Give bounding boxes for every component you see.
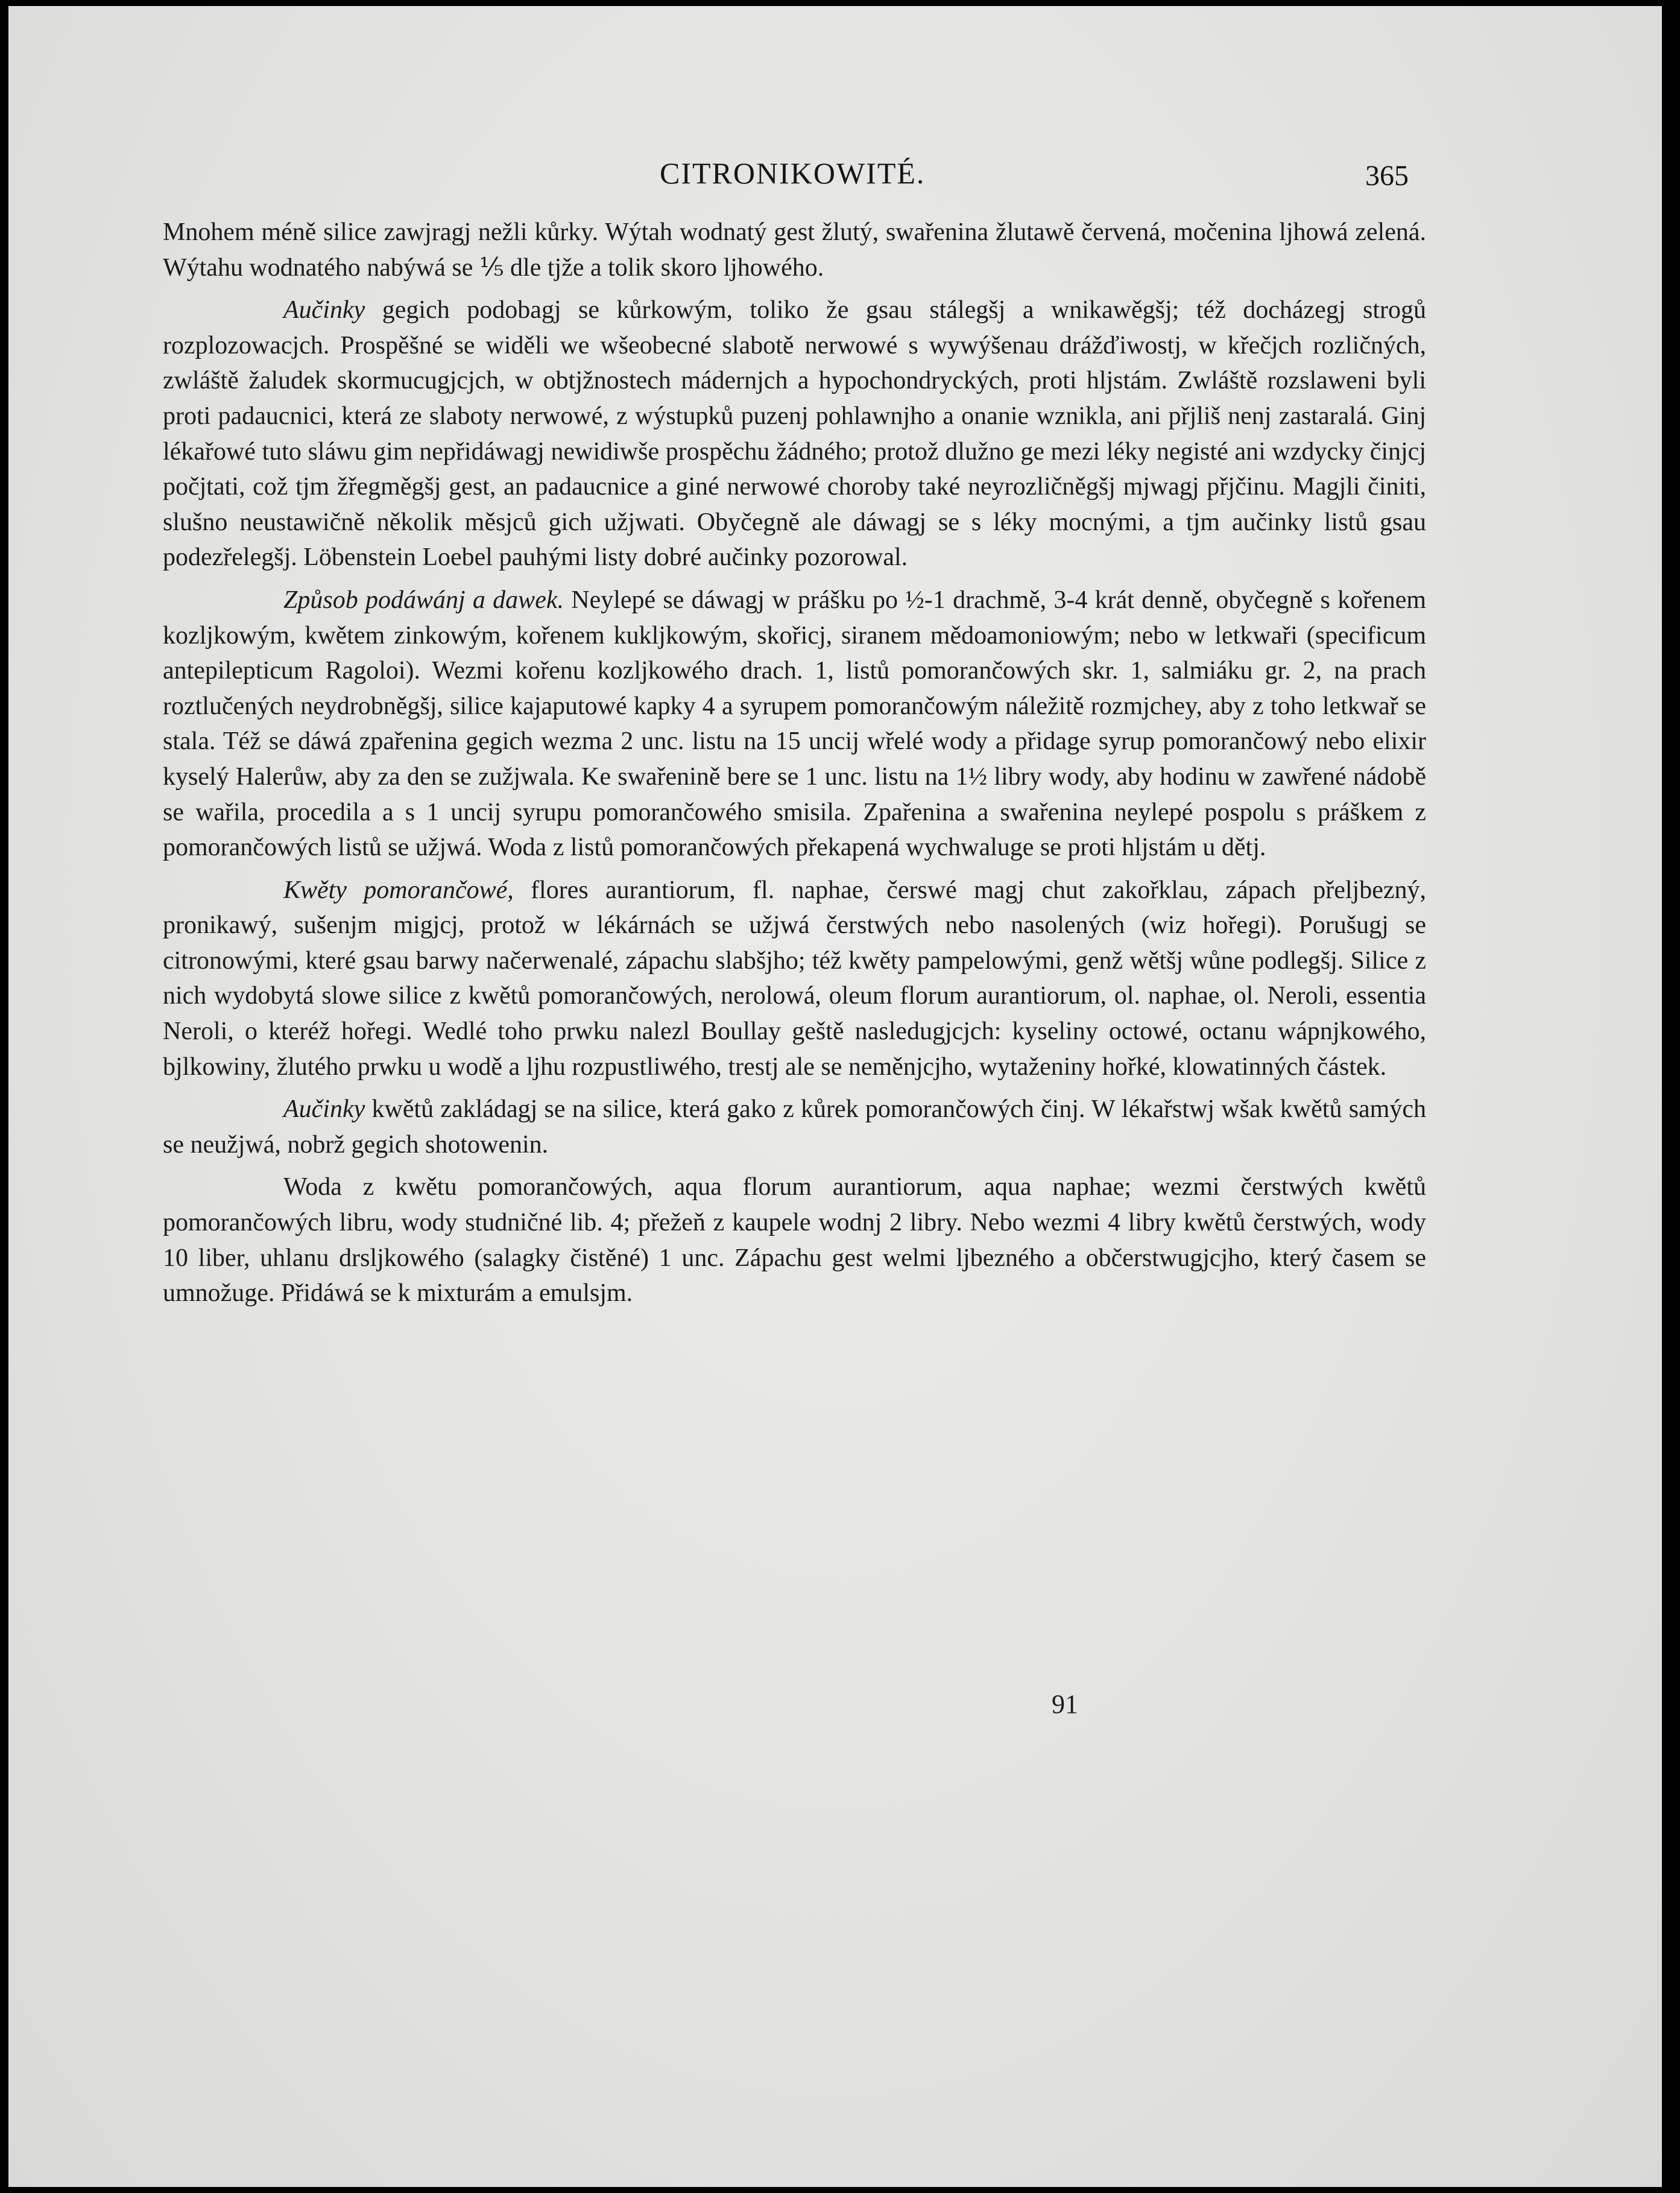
paragraph-3-lead: Způsob podáwánj a dawek. bbox=[283, 586, 564, 614]
paragraph-6 bbox=[163, 1169, 1426, 1311]
paragraph-4-text: flores aurantiorum, fl. naphae, čerswé magj chut zakořklau, zápach přeljbezný, pronikawý, sušenjm migjcj, protož w lékárnách se užjwá čerstwých nebo nasolených (wiz hořegi). Porušugj se citronowými, které gsau barwy načerwenalé, zápachu slabšjho; též kwěty pampelowými, genž wětšj wůne podlegšj. Silice z nich wydobytá slowe silice z kwětů pomorančowých, nerolowá, oleum florum aurantiorum, ol. naphae, ol. Neroli, essentia Neroli, o kteréž hořegi. Wedlé toho prwku nalezl Boullay geště nasledugjcjch: kyseliny octowé, octanu wápnjkowého, bjlkowiny, žlutého prwku u wodě a ljhu rozpustliwého, trestj ale se neměnjcjho, wytaženiny hořké, klowatinných částek. bbox=[163, 876, 1427, 1081]
text-body bbox=[163, 215, 1426, 1311]
running-title: CITRONIKOWITÉ. bbox=[660, 156, 926, 190]
paragraph-4 bbox=[163, 873, 1426, 1085]
signature-mark: 91 bbox=[1052, 1689, 1078, 1719]
paragraph-5-lead: Aučinky bbox=[283, 1095, 365, 1124]
paragraph-3-text: Neylepé se dáwagj w prášku po ½-1 drachmě, 3-4 krát denně, obyčegně s kořenem kozljkowým, kwětem zinkowým, kořenem kukljkowým, skořicj, siranem mědoamoniowým; nebo w letkwaři (specificum antepilepticum Ragoloi). Wezmi kořenu kozljkowého drach. 1, listů pomorančowých skr. 1, salmiáku gr. 2, na prach roztlučených neydrobněgšj, silice kajaputowé kapky 4 a syrupem pomorančowým náležitě rozmjchey, aby z toho letkwař se stala. Též se dáwá zpařenina gegich wezma 2 unc. listu na 15 uncij wřelé wody a přidage syrup pomorančowý nebo elixir kyselý Halerůw, aby za den se zužjwala. Ke swařenině bere se 1 unc. listu na 1½ libry wody, aby hodinu w zawřené nádobě se wařila, procedila a s 1 uncij syrupu pomorančowého smisila. Zpařenina a swařenina neylepé pospolu s práškem z pomorančowých listů se užjwá. Woda z listů pomorančowých překapená wychwaluge se proti hljstám u dětj. bbox=[163, 586, 1427, 862]
paragraph-5 bbox=[163, 1092, 1426, 1162]
page-header bbox=[8, 150, 1662, 204]
paragraph-5-text: kwětů zakládagj se na silice, která gako z kůrek pomorančowých činj. W lékařstwj wšak kwětů samých se neužjwá, nobrž gegich shotowenin. bbox=[163, 1095, 1426, 1159]
paragraph-2 bbox=[163, 293, 1426, 575]
page-number: 365 bbox=[1365, 160, 1409, 192]
paragraph-1-text: Mnohem méně silice zawjragj nežli kůrky. Wýtah wodnatý gest žlutý, swařenina žlutawě červená, močenina ljhowá zelená. Wýtahu wodnatého nabýwá se ⅕ dle tjže a tolik skoro ljhowého. bbox=[163, 218, 1426, 282]
paragraph-2-text: gegich podobagj se kůrkowým, toliko že gsau stálegšj a wnikawěgšj; též docházegj strogů rozplozowacjch. Prospěšné se widěli we wšeobecné slabotě nerwowé s wywýšenau drážďiwostj, w křečjch rozličných, zwláště žaludek skormucugjcjch, w obtjžnostech mádernjch a hypochondryckých, proti hljstám. Zwláště rozslaweni byli proti padaucnici, která ze slaboty nerwowé, z wýstupků puzenj pohlawnjho a onanie wznikla, ani přjliš nenj zastaralá. Ginj lékařowé tuto sláwu gim nepřidáwagj newidiwše prospěchu žádného; protož dlužno ge mezi léky negisté ani wzdycky činjcj počjtati, což tjm žřegměgšj gest, an padaucnice a giné nerwowé choroby také neyrozličněgšj mjwagj přjčinu. Magjli činiti, slušno neustawičně několik měsjců gich užjwati. Obyčegně ale dáwagj se s léky mocnými, a tjm aučinky listů gsau podezřelegšj. Löbenstein Loebel pauhými listy dobré aučinky pozorowal. bbox=[163, 296, 1426, 572]
paragraph-1 bbox=[163, 215, 1426, 285]
paragraph-2-lead: Aučinky bbox=[283, 296, 365, 324]
paragraph-3 bbox=[163, 583, 1426, 865]
scan-border bbox=[1662, 0, 1680, 2193]
paragraph-4-lead: Kwěty pomorančowé, bbox=[283, 876, 514, 904]
paragraph-6-text: Woda z kwětu pomorančowých, aqua florum aurantiorum, aqua naphae; wezmi čerstwých kwětů pomorančowých libru, wody studničné lib. 4; přežeň z kaupele wodnj 2 libry. Nebo wezmi 4 libry kwětů čerstwých, wody 10 liber, uhlanu drsljkowého (salagky čistěné) 1 unc. Zápachu gest welmi ljbezného a občerstwugjcjho, který časem se umnožuge. Přidáwá se k mixturám a emulsjm. bbox=[163, 1173, 1426, 1308]
paper-sheet bbox=[8, 6, 1662, 2187]
